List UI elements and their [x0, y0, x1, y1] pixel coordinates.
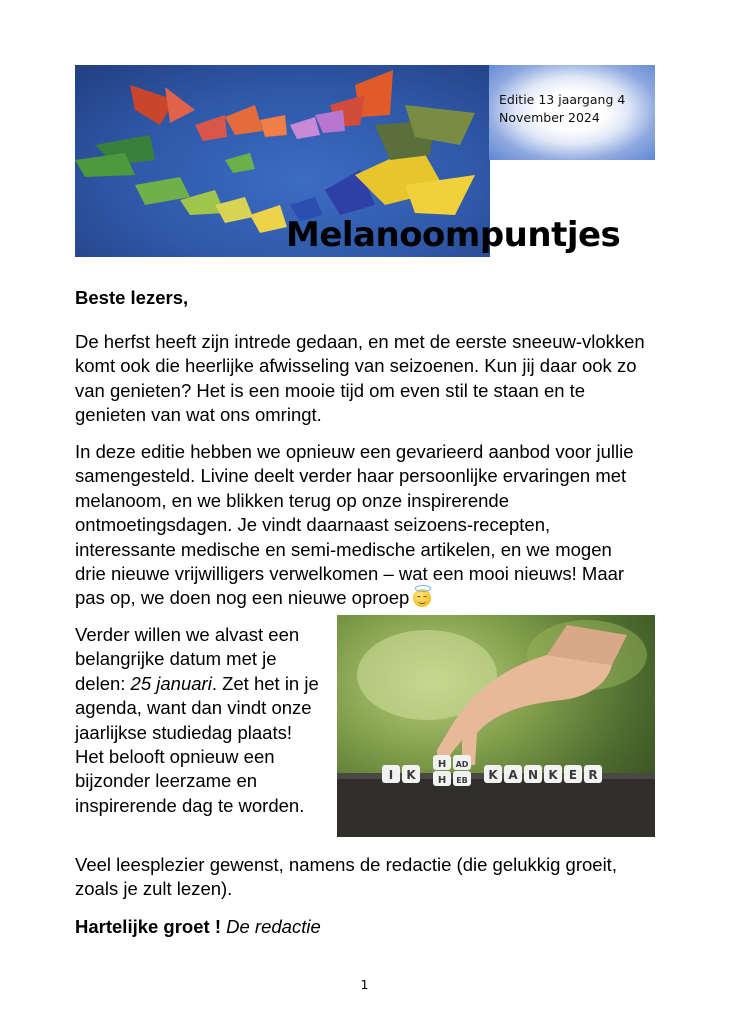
edition-number: Editie 13 jaargang 4 [499, 92, 626, 107]
date-paragraph-rest: . Zet het in je agenda, want dan vindt onze jaarlijkse studiedag plaats! Het belooft opnieuw een bijzonder leerzame en inspirerende dag te worden. [75, 672, 319, 816]
reading-wish-paragraph: Veel leesplezier gewenst, namens de redactie (die gelukkig groeit, zoals je zult lezen). [75, 854, 617, 900]
die-letter: K [406, 768, 416, 782]
closing-greeting: Hartelijke groet ! [75, 916, 221, 937]
intro-paragraph: De herfst heeft zijn intrede gedaan, en met de eerste sneeuw-vlokken komt ook die heerlijke afwisseling van seizoenen. Kun jij daar ook zo van genieten? Het is een mooie tijd om even stil te staan en te genieten van wat ons omringt. [75, 331, 645, 426]
die-letter: A [508, 768, 518, 782]
newsletter-title: Melanoompuntjes [286, 215, 621, 255]
date-paragraph-intro: Verder willen we alvast een belangrijke datum met je delen: [75, 624, 300, 694]
die-letter: R [588, 768, 598, 782]
die-letter: H [437, 775, 447, 786]
die-letter: K [488, 768, 498, 782]
die-letter: K [548, 768, 558, 782]
die-letter: EB [456, 776, 468, 785]
date-paragraph [75, 623, 325, 818]
closing-signature [75, 916, 321, 938]
header-banner [75, 65, 655, 257]
die-letter: I [388, 768, 394, 782]
smiling-angel-emoji-icon [413, 589, 431, 607]
die-letter: E [568, 768, 578, 782]
closing-sender: De redactie [226, 916, 321, 937]
greeting: Beste lezers, [75, 287, 189, 308]
contents-paragraph [75, 440, 645, 611]
page-number: 1 [360, 977, 369, 992]
contents-paragraph-text: In deze editie hebben we opnieuw een gevarieerd aanbod voor jullie samengesteld. Livine deelt verder haar persoonlijke ervaringen met melanoom, en we blikken terug op onze inspirerende ontmoetingsdagen. Je vindt daarnaast seizoens-recepten, interessante medische en semi-medische artikelen, en we mogen drie nieuwe vrijwilligers verwelkomen – wat een mooi nieuws! Maar pas op, we doen nog een nieuwe oproep [75, 441, 634, 609]
die-letter: H [437, 759, 447, 770]
dice-hand-photo [337, 615, 655, 837]
study-day-date: 25 januari [130, 672, 212, 694]
die-letter: AD [455, 760, 469, 769]
die-letter: N [527, 768, 539, 782]
edition-info-box [489, 65, 655, 160]
edition-date: November 2024 [499, 110, 600, 125]
